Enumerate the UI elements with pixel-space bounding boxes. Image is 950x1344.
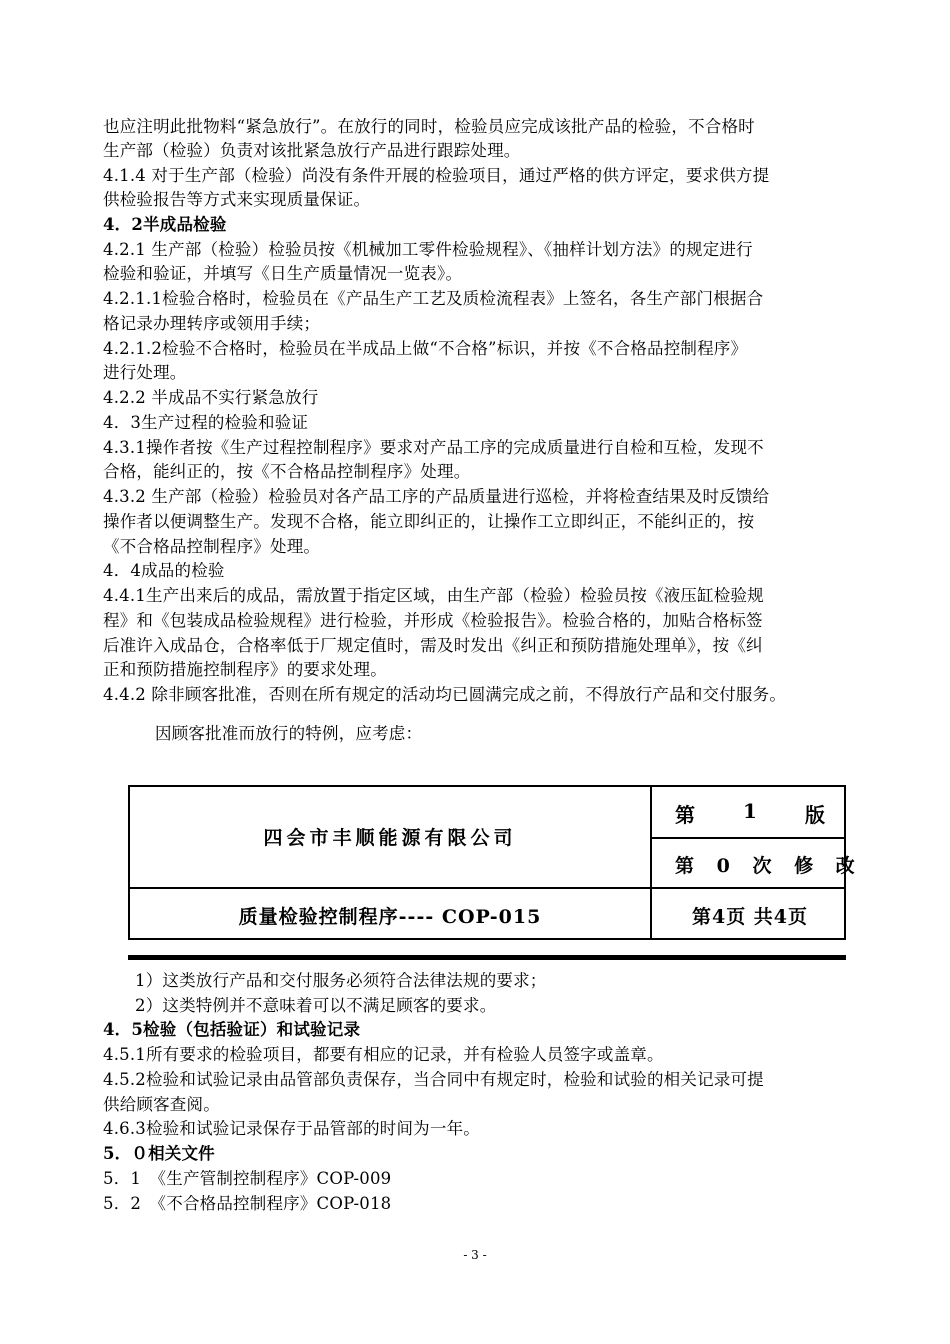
paragraph-line: 4.3.2 生产部（检验）检验员对各产品工序的产品质量进行巡检，并将检查结果及时反馈给 <box>103 487 770 506</box>
table-divider <box>650 787 652 938</box>
paragraph-line: 供给顾客查阅。 <box>103 1095 220 1114</box>
edition-prefix: 第 <box>675 803 695 827</box>
paragraph-line: 4.5.2检验和试验记录由品管部负责保存，当合同中有规定时，检验和试验的相关记录可提 <box>103 1070 764 1089</box>
section-heading: 4．3生产过程的检验和验证 <box>103 413 309 432</box>
paragraph-line: 4.2.1 生产部（检验）检验员按《机械加工零件检验规程》、《抽样计划方法》的规定进行 <box>103 240 753 259</box>
document-title: 质量检验控制程序---- COP-015 <box>238 906 542 928</box>
paragraph-line: 也应注明此批物料“紧急放行”。在放行的同时，检验员应完成该批产品的检验，不合格时 <box>103 117 755 136</box>
paragraph-line: 生产部（检验）负责对该批紧急放行产品进行跟踪处理。 <box>103 141 521 160</box>
paragraph-line: 4.4.2 除非顾客批准，否则在所有规定的活动均已圆满完成之前，不得放行产品和交付服务。 <box>103 685 787 704</box>
paragraph-line: 正和预防措施控制程序》的要求处理。 <box>103 660 387 679</box>
paragraph-line: 操作者以便调整生产。发现不合格，能立即纠正的，让操作工立即纠正，不能纠正的，按 <box>103 512 755 531</box>
paragraph-line: 供检验报告等方式来实现质量保证。 <box>103 190 371 209</box>
paragraph-line: 程》和《包装成品检验规程》进行检验，并形成《检验报告》。检验合格的，加贴合格标签 <box>103 611 763 630</box>
list-item: 1）这类放行产品和交付服务必须符合法律法规的要求； <box>135 971 547 990</box>
document-header-table <box>128 785 863 940</box>
section-heading: 4．2半成品检验 <box>103 215 227 234</box>
table-divider <box>652 887 846 889</box>
page-count-label: 第4页 共4页 <box>691 906 809 928</box>
paragraph-line: 合格，能纠正的，按《不合格品控制程序》处理。 <box>103 462 471 481</box>
paragraph-line: 4.5.1所有要求的检验项目，都要有相应的记录，并有检验人员签字或盖章。 <box>103 1045 664 1064</box>
edition-suffix: 版 <box>804 803 825 827</box>
paragraph-line: 4.1.4 对于生产部（检验）尚没有条件开展的检验项目，通过严格的供方评定，要求供方提 <box>103 166 770 185</box>
paragraph-line: 4.3.1操作者按《生产过程控制程序》要求对产品工序的完成质量进行自检和互检，发现不 <box>103 438 764 457</box>
paragraph-line: 格记录办理转序或领用手续； <box>103 314 321 333</box>
section-heading: 5．０相关文件 <box>103 1144 215 1163</box>
paragraph-line: 4.2.1.2检验不合格时，检验员在半成品上做“不合格”标识，并按《不合格品控制程序》 <box>103 339 748 358</box>
paragraph-line: 因顾客批准而放行的特例，应考虑： <box>155 724 423 743</box>
page-number: - 3 - <box>463 1248 487 1262</box>
edition-label <box>675 799 825 828</box>
reference-item: 5．1 《生产管制控制程序》COP-009 <box>103 1169 392 1188</box>
reference-item: 5．2 《不合格品控制程序》COP-018 <box>103 1194 392 1213</box>
paragraph-line: 4.4.1生产出来后的成品，需放置于指定区域，由生产部（检验）检验员按《液压缸检验规 <box>103 586 764 605</box>
paragraph-line: 进行处理。 <box>103 363 187 382</box>
paragraph-line: 《不合格品控制程序》处理。 <box>103 537 321 556</box>
revision-label: 第 0 次 修 改 <box>675 855 863 877</box>
section-heading: 4．5检验（包括验证）和试验记录 <box>103 1020 361 1039</box>
list-item: 2）这类特例并不意味着可以不满足顾客的要求。 <box>135 996 497 1015</box>
paragraph-line: 检验和验证，并填写《日生产质量情况一览表》。 <box>103 264 463 283</box>
header-rule <box>128 955 846 960</box>
paragraph-line: 后准许入成品仓，合格率低于厂规定值时，需及时发出《纠正和预防措施处理单》，按《纠 <box>103 636 763 655</box>
table-divider <box>652 837 846 839</box>
paragraph-line: 4.2.2 半成品不实行紧急放行 <box>103 388 319 407</box>
paragraph-line: 4.6.3检验和试验记录保存于品管部的时间为一年。 <box>103 1119 480 1138</box>
edition-number: 1 <box>743 799 757 823</box>
paragraph-line: 4.2.1.1检验合格时，检验员在《产品生产工艺及质检流程表》上签名，各生产部门根据合 <box>103 289 764 308</box>
company-name: 四会市丰顺能源有限公司 <box>263 827 517 849</box>
table-divider <box>130 887 650 889</box>
section-heading: 4．4成品的检验 <box>103 561 225 580</box>
